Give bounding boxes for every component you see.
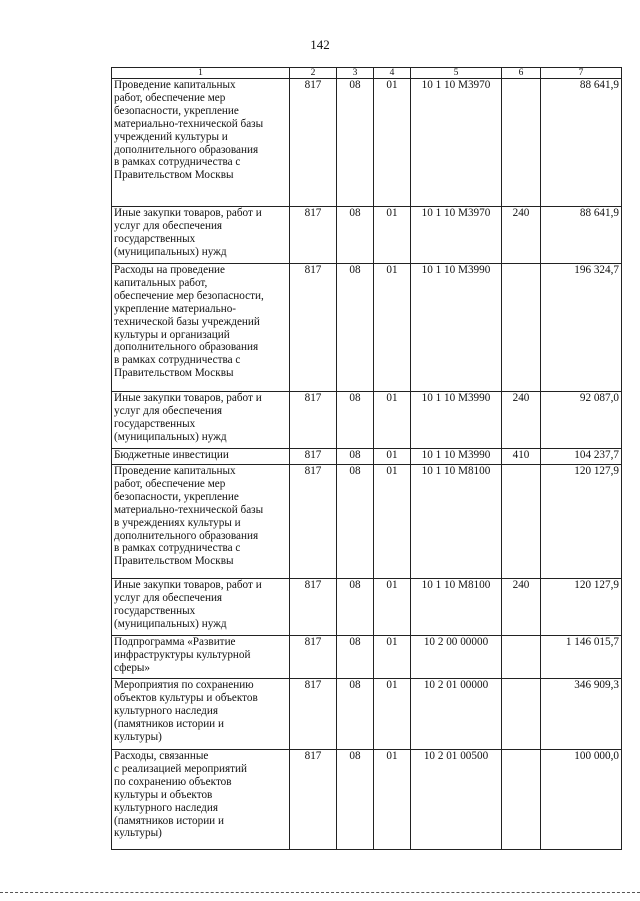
cell-code-4: 01 [374, 449, 411, 465]
cell-name: Проведение капитальных работ, обеспечение мер безопасности, укрепление материально-технической базы учреждений культуры и дополнительного образования в рамках сотрудничества с Правительством Москвы [112, 79, 290, 207]
cell-code-5: 10 2 00 00000 [411, 636, 502, 679]
cell-name: Расходы, связанные с реализацией мероприятий по сохранению объектов культуры и объектов культурного наследия (памятников истории и культуры) [112, 750, 290, 850]
header-row [112, 68, 622, 79]
cell-code-3: 08 [337, 264, 374, 392]
cell-code-2: 817 [290, 679, 337, 750]
cell-amount: 196 324,7 [541, 264, 622, 392]
cell-code-5: 10 1 10 М8100 [411, 465, 502, 579]
cell-name: Проведение капитальных работ, обеспечение мер безопасности, укрепление материально-технической базы в учреждениях культуры и дополнительного образования в рамках сотрудничества с Правительством Москвы [112, 465, 290, 579]
column-header-2: 2 [290, 68, 337, 79]
cell-amount: 92 087,0 [541, 392, 622, 449]
cell-code-3: 08 [337, 679, 374, 750]
cell-amount: 88 641,9 [541, 79, 622, 207]
table-row [112, 449, 622, 465]
column-header-3: 3 [337, 68, 374, 79]
cell-code-3: 08 [337, 579, 374, 636]
cell-code-6 [502, 679, 541, 750]
cell-name: Бюджетные инвестиции [112, 449, 290, 465]
budget-table [111, 67, 622, 850]
cell-code-4: 01 [374, 465, 411, 579]
cell-code-4: 01 [374, 392, 411, 449]
cell-code-5: 10 2 01 00500 [411, 750, 502, 850]
cell-name: Иные закупки товаров, работ и услуг для обеспечения государственных (муниципальных) нужд [112, 207, 290, 264]
column-header-7: 7 [541, 68, 622, 79]
cell-code-6 [502, 79, 541, 207]
cell-code-6 [502, 264, 541, 392]
cell-code-4: 01 [374, 207, 411, 264]
cell-code-5: 10 1 10 М3970 [411, 79, 502, 207]
cell-name: Иные закупки товаров, работ и услуг для обеспечения государственных (муниципальных) нужд [112, 392, 290, 449]
cell-amount: 100 000,0 [541, 750, 622, 850]
cell-amount: 104 237,7 [541, 449, 622, 465]
cell-code-3: 08 [337, 79, 374, 207]
cell-amount: 120 127,9 [541, 579, 622, 636]
cell-code-6: 240 [502, 392, 541, 449]
cell-code-2: 817 [290, 449, 337, 465]
page-bottom-edge [0, 892, 640, 893]
cell-code-3: 08 [337, 207, 374, 264]
cell-name: Иные закупки товаров, работ и услуг для обеспечения государственных (муниципальных) нужд [112, 579, 290, 636]
cell-code-4: 01 [374, 750, 411, 850]
cell-code-3: 08 [337, 392, 374, 449]
cell-amount: 88 641,9 [541, 207, 622, 264]
cell-code-5: 10 1 10 М3990 [411, 449, 502, 465]
cell-name: Подпрограмма «Развитие инфраструктуры культурной сферы» [112, 636, 290, 679]
table-row [112, 465, 622, 579]
cell-code-3: 08 [337, 449, 374, 465]
cell-amount: 120 127,9 [541, 465, 622, 579]
cell-code-2: 817 [290, 750, 337, 850]
cell-code-4: 01 [374, 679, 411, 750]
cell-code-2: 817 [290, 465, 337, 579]
cell-code-2: 817 [290, 264, 337, 392]
cell-code-4: 01 [374, 579, 411, 636]
cell-code-5: 10 2 01 00000 [411, 679, 502, 750]
cell-amount: 346 909,3 [541, 679, 622, 750]
cell-code-2: 817 [290, 79, 337, 207]
cell-code-6 [502, 636, 541, 679]
cell-code-2: 817 [290, 636, 337, 679]
cell-code-6 [502, 465, 541, 579]
table-row [112, 79, 622, 207]
cell-code-6: 410 [502, 449, 541, 465]
cell-code-4: 01 [374, 636, 411, 679]
column-header-6: 6 [502, 68, 541, 79]
cell-code-4: 01 [374, 264, 411, 392]
cell-code-6: 240 [502, 207, 541, 264]
cell-amount: 1 146 015,7 [541, 636, 622, 679]
cell-code-5: 10 1 10 М8100 [411, 579, 502, 636]
cell-code-4: 01 [374, 79, 411, 207]
page-number: 142 [310, 37, 330, 52]
cell-code-2: 817 [290, 579, 337, 636]
cell-code-5: 10 1 10 М3990 [411, 392, 502, 449]
table-row [112, 750, 622, 850]
cell-code-3: 08 [337, 750, 374, 850]
cell-name: Мероприятия по сохранению объектов культуры и объектов культурного наследия (памятников истории и культуры) [112, 679, 290, 750]
column-header-4: 4 [374, 68, 411, 79]
table-row [112, 392, 622, 449]
cell-code-3: 08 [337, 465, 374, 579]
column-header-5: 5 [411, 68, 502, 79]
cell-name: Расходы на проведение капитальных работ, обеспечение мер безопасности, укрепление материально- технической базы учреждений культуры и организаций дополнительного образования в рамках сотрудничества с Правительством Москвы [112, 264, 290, 392]
table-row [112, 579, 622, 636]
cell-code-6: 240 [502, 579, 541, 636]
column-header-1: 1 [112, 68, 290, 79]
table-row [112, 636, 622, 679]
cell-code-2: 817 [290, 392, 337, 449]
cell-code-5: 10 1 10 М3990 [411, 264, 502, 392]
table-row [112, 207, 622, 264]
cell-code-3: 08 [337, 636, 374, 679]
cell-code-6 [502, 750, 541, 850]
table-row [112, 264, 622, 392]
cell-code-5: 10 1 10 М3970 [411, 207, 502, 264]
cell-code-2: 817 [290, 207, 337, 264]
table-row [112, 679, 622, 750]
